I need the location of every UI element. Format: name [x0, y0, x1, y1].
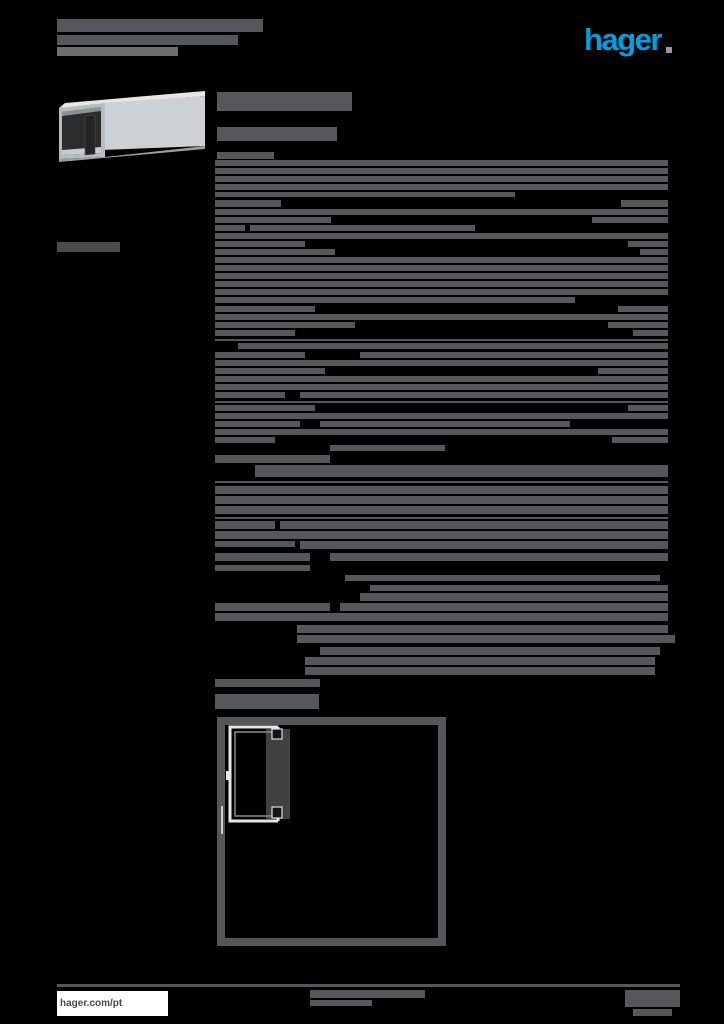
redacted-text-bar [215, 679, 320, 687]
redacted-text-bar [255, 465, 668, 477]
redacted-text-bar [305, 667, 655, 675]
redacted-text-bar [215, 352, 305, 358]
profile-wall-notch [226, 771, 231, 780]
rail-divider [85, 115, 95, 155]
product-photo [57, 86, 207, 162]
redacted-text-bar [640, 249, 668, 255]
redacted-text-bar [628, 241, 668, 247]
redacted-text-bar [215, 360, 668, 366]
redacted-text-bar [305, 657, 655, 665]
redacted-text-bar [360, 593, 668, 601]
redacted-text-bar [215, 160, 668, 166]
redacted-text-bar [215, 184, 668, 190]
redacted-text-bar [215, 413, 668, 419]
redacted-text-bar [57, 19, 263, 32]
redacted-text-bar [215, 168, 668, 174]
redacted-text-bar [215, 376, 668, 382]
redacted-text-bar [215, 281, 668, 287]
redacted-text-bar [280, 521, 668, 529]
redacted-text-bar [215, 306, 315, 312]
redacted-text-bar [297, 625, 668, 633]
redacted-text-bar [217, 152, 274, 159]
redacted-text-bar [215, 257, 668, 263]
redacted-text-bar [215, 429, 668, 435]
redacted-text-bar [618, 306, 668, 312]
redacted-text-bar [57, 242, 120, 252]
footer-url-link[interactable]: hager.com/pt [60, 998, 123, 1009]
redacted-text-bar [215, 603, 330, 611]
redacted-text-bar [215, 565, 310, 571]
redacted-text-bar [215, 209, 668, 215]
redacted-text-bar [215, 553, 310, 561]
redacted-text-bar [215, 517, 668, 519]
profile-depth-slab [266, 729, 290, 819]
redacted-text-bar [215, 384, 668, 390]
redacted-text-bar [215, 192, 515, 197]
redacted-text-bar [598, 368, 668, 374]
redacted-text-bar [360, 352, 668, 358]
redacted-text-bar [345, 575, 660, 581]
redacted-text-bar [57, 984, 680, 987]
redacted-text-bar [215, 455, 330, 463]
redacted-text-bar [215, 233, 668, 239]
profile-cross-section-drawing [220, 721, 300, 841]
redacted-text-bar [215, 265, 668, 271]
redacted-text-bar [57, 47, 178, 56]
hager-logo: hager [584, 22, 661, 57]
redacted-text-bar [215, 368, 325, 374]
redacted-text-bar [215, 694, 319, 709]
redacted-text-bar [215, 330, 295, 336]
redacted-text-bar [625, 990, 680, 1007]
redacted-text-bar [621, 200, 668, 207]
redacted-text-bar [215, 486, 668, 494]
logo-dot-icon [666, 47, 672, 53]
redacted-text-bar [340, 603, 668, 611]
redacted-text-bar [215, 481, 668, 483]
redacted-text-bar [310, 1000, 372, 1006]
redacted-text-bar [215, 405, 315, 411]
redacted-text-bar [215, 217, 331, 223]
redacted-text-bar [330, 445, 445, 451]
redacted-text-bar [320, 421, 570, 427]
redacted-text-bar [628, 405, 668, 411]
redacted-text-bar [300, 392, 668, 398]
redacted-text-bar [215, 289, 668, 295]
redacted-text-bar [215, 241, 305, 247]
redacted-text-bar [300, 541, 668, 549]
profile-top-channel [272, 729, 282, 739]
redacted-text-bar [608, 322, 668, 328]
redacted-text-bar [215, 249, 335, 255]
redacted-text-bar [238, 343, 668, 349]
redacted-text-bar [215, 200, 281, 207]
redacted-text-bar [215, 339, 668, 341]
redacted-text-bar [215, 421, 300, 427]
redacted-text-bar [320, 647, 660, 655]
redacted-text-bar [612, 437, 668, 443]
footer-url-box [57, 991, 168, 1016]
redacted-text-bar [633, 330, 668, 336]
redacted-text-bar [330, 553, 668, 561]
redacted-text-bar [217, 92, 352, 111]
redacted-text-bar [215, 392, 285, 398]
redacted-text-bar [215, 297, 575, 303]
redacted-text-bar [215, 506, 668, 514]
redacted-text-bar [310, 990, 425, 998]
redacted-text-bar [215, 225, 245, 231]
redacted-text-bar [215, 531, 668, 539]
redacted-text-bar [57, 35, 238, 45]
profile-bottom-channel [272, 807, 282, 818]
redacted-text-bar [215, 496, 668, 504]
redacted-text-bar [215, 314, 668, 320]
redacted-text-bar [215, 521, 275, 529]
redacted-text-bar [215, 322, 355, 328]
redacted-text-bar [215, 273, 668, 279]
dimension-extension-line [221, 806, 223, 834]
redacted-text-bar [215, 613, 668, 621]
redacted-text-bar [250, 225, 475, 231]
redacted-text-bar [633, 1009, 672, 1016]
redacted-text-bar [297, 635, 675, 643]
redacted-text-bar [592, 217, 668, 223]
redacted-text-bar [215, 541, 295, 547]
redacted-text-bar [215, 437, 275, 443]
redacted-text-bar [215, 176, 668, 182]
rail-front-face [101, 96, 205, 150]
redacted-text-bar [370, 585, 668, 591]
redacted-text-bar [217, 127, 337, 141]
redacted-text-bar [215, 401, 668, 403]
